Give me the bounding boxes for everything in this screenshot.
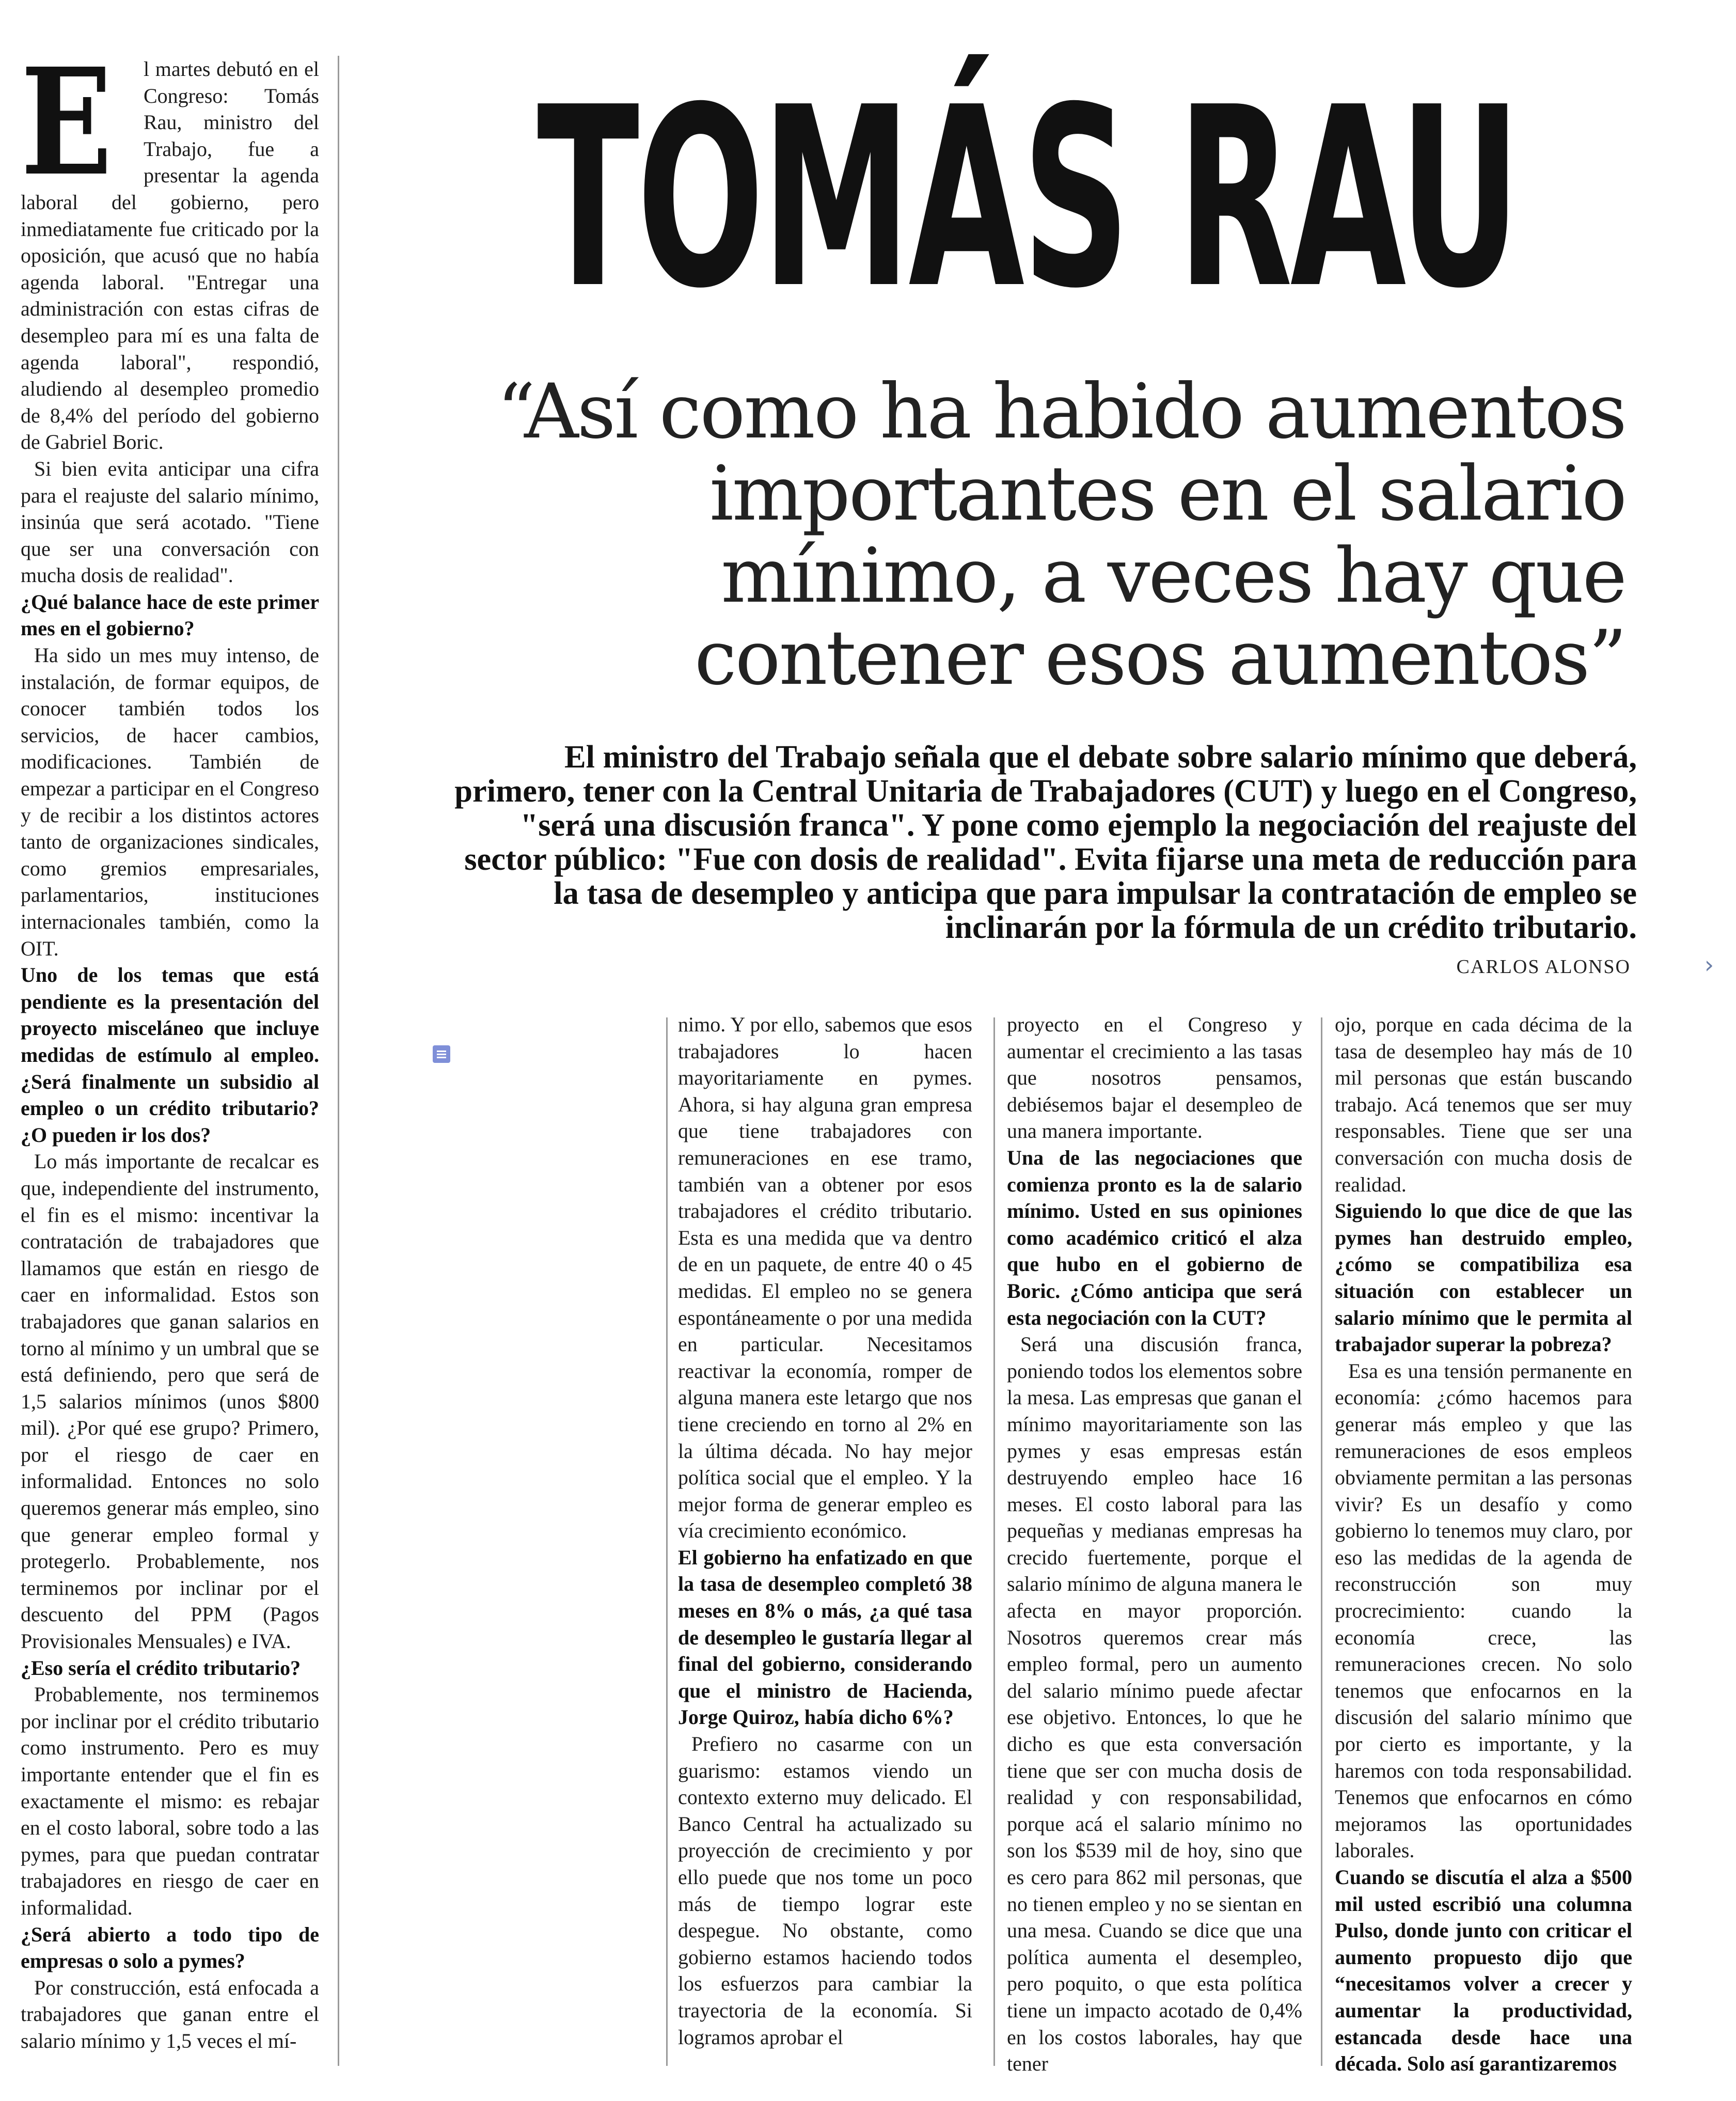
lead-paragraph: El ministro del Trabajo señala que el debate sobre salario mínimo que deberá, primero, tener con la Central Unitaria de Trabajadores (CUT) y luego en el Congreso, "será una discusión franca". Y pone como ejemplo la negociación del reajuste del sector público: "Fue con dosis de realidad". Evita fijarse una meta de reducción para la tasa de desempleo y anticipa que para impulsar la contratación de empleo se inclinarán por la fórmula de un crédito tributario.	[454, 739, 1637, 945]
paragraph: Lo más importante de recalcar es que, independiente del instrumento, el fin es el mismo: incentivar la contratación de trabajadores que llamamos que están en riesgo de caer en informalidad. Estos son trabajadores que ganan salarios en torno al mínimo y un umbral que se está definiendo, pero que será de 1,5 salarios mínimos (unos $800 mil). ¿Por qué ese grupo? Primero, por el riesgo de caer en informalidad. Entonces no solo queremos generar más empleo, sino que generar empleo formal y protegerlo. Probablemente, nos terminemos por inclinar por el descuento del PPM (Pagos Provisionales Mensuales) e IVA.	[21, 1150, 319, 1653]
column-3	[1007, 1011, 1303, 2076]
interview-question: Una de las negociaciones que comienza pronto es la de salario mínimo. Usted en sus opiniones como académico criticó el alza que hubo en el gobierno de Boric. ¿Cómo anticipa que será esta negociación con la CUT?	[1007, 1146, 1302, 1329]
interview-question: ¿Será abierto a todo tipo de empresas o solo a pymes?	[21, 1922, 319, 1973]
chevron-right-icon[interactable]: ›	[1704, 951, 1714, 979]
headline-quote: “Así como ha habido aumentos importantes en el salario mínimo, a veces hay que contener esos aumentos”	[497, 368, 1625, 702]
interview-question: Uno de los temas que está pendiente es la presentación del proyecto misceláneo que incluye medidas de estímulo al empleo. ¿Será finalmente un subsidio al empleo o un crédito tributario? ¿O pueden ir los dos?	[21, 963, 319, 1147]
column-rule	[993, 1017, 995, 2066]
column-rule	[666, 1017, 668, 2066]
paragraph: Será una discusión franca, poniendo todos los elementos sobre la mesa. Las empresas que ganan el mínimo mayoritariamente son las pymes y esas empresas están destruyendo empleo hace 16 meses. El costo laboral para las pequeñas y medianas empresas ha crecido fuertemente, porque el salario mínimo de alguna manera le afecta en mayor proporción. Nosotros queremos crear más empleo formal, pero un aumento del salario mínimo puede afectar ese objetivo. Entonces, lo que he dicho es que esta conversación tiene que ser con mucha dosis de realidad y con responsabilidad, porque acá el salario mínimo no son los $539 mil de hoy, sino que es cero para 862 mil personas, que no tienen empleo y no se sientan en una mesa. Cuando se dice que una política aumenta el desempleo, pero poquito, o que esta política tiene un impacto acotado de 0,4% en los costos laborales, hay que tener	[1007, 1332, 1303, 2076]
column-rule	[1321, 1017, 1322, 2066]
paragraph: Probablemente, nos terminemos por inclinar por el crédito tributario como instrumento. Pero es muy importante entender que el fin es exactamente el mismo: es rebajar en el costo laboral, sobre todo a las pymes, para que puedan contratar trabajadores en riesgo de caer en informalidad.	[21, 1683, 319, 1919]
drop-cap: E	[21, 36, 113, 208]
paragraph: nimo. Y por ello, sabemos que esos trabajadores lo hacen mayoritariamente en pymes. Ahora, si hay alguna gran empresa que tiene trabajadores con remuneraciones en ese tramo, también van a obtener por esos trabajadores el crédito tributario. Esta es una medida que va dentro de en un paquete, de entre 40 o 45 medidas. El empleo no se genera espontáneamente o por una medida en particular. Necesitamos reactivar la economía, romper de alguna manera este letargo que nos tiene creciendo en torno al 2% en la última década. No hay mejor política social que el empleo. Y la mejor forma de generar empleo es vía crecimiento económico.	[678, 1013, 972, 1543]
paragraph: Esa es una tensión permanente en economía: ¿cómo hacemos para generar más empleo y que las remuneraciones de esos empleos obviamente permitan a las personas vivir? Es un desafío y como gobierno lo tenemos muy claro, por eso las medidas de la agenda de reconstrucción son muy procrecimiento: cuando la economía crece, las remuneraciones crecen. No solo tenemos que enfocarnos en la discusión del salario mínimo que por cierto es importante, y la haremos con toda responsabilidad. Tenemos que enfocarnos en cómo mejoramos las oportunidades laborales.	[1335, 1359, 1632, 1862]
interview-question: ¿Eso sería el crédito tributario?	[21, 1656, 301, 1680]
paragraph: Por construcción, está enfocada a trabajadores que ganan entre el salario mínimo y 1,5 veces el mí-	[21, 1975, 319, 2052]
byline: CARLOS ALONSO	[1456, 956, 1631, 978]
paragraph: ojo, porque en cada décima de la tasa de desempleo hay más de 10 mil personas que están buscando trabajo. Acá tenemos que ser muy responsables. Tiene que ser una conversación con mucha dosis de realidad.	[1335, 1013, 1632, 1196]
paragraph: Ha sido un mes muy intenso, de instalación, de formar equipos, de conocer también todos los servicios, de hacer cambios, modificaciones. También de empezar a participar en el Congreso y de recibir a los distintos actores tanto de organizaciones sindicales, como gremios empresariales, parlamentarios, instituciones internacionales también, como la OIT.	[21, 644, 319, 960]
paragraph: Prefiero no casarme con un guarismo: estamos viendo un contexto externo muy delicado. El Banco Central ha actualizado su proyección de crecimiento y por ello puede que nos tome un poco más de tiempo lograr este despegue. No obstante, como gobierno estamos haciendo todos los esfuerzos para cambiar la trayectoria de la economía. Si logramos aprobar el	[678, 1732, 972, 2049]
column-2	[678, 1011, 972, 2061]
interview-question: Siguiendo lo que dice de que las pymes han destruido empleo, ¿cómo se compatibiliza esa situación con establecer un salario mínimo que le permita al trabajador superar la pobreza?	[1335, 1199, 1632, 1356]
interview-question: El gobierno ha enfatizado en que la tasa de desempleo completó 38 meses en 8% o más, ¿a qué tasa de desempleo le gustaría llegar al final del gobierno, considerando que el ministro de Hacienda, Jorge Quiroz, había dicho 6%?	[678, 1545, 972, 1729]
column-1	[21, 36, 319, 2062]
paragraph: proyecto en el Congreso y aumentar el crecimiento a las tasas que nosotros pensamos, debiésemos bajar el desempleo de una manera importante.	[1007, 1013, 1302, 1143]
paragraph: l martes debutó en el Congreso: Tomás Rau, ministro del Trabajo, fue a presentar la agenda laboral del gobierno, pero inmediatamente fue criticado por la oposición, que acusó que no había agenda laboral. "Entregar una administración con estas cifras de desempleo para mí es una falta de agenda laboral", respondió, aludiendo al desempleo promedio de 8,4% del período del gobierno de Gabriel Boric.	[21, 57, 319, 454]
note-icon[interactable]	[433, 1045, 450, 1063]
column-rule	[338, 56, 339, 2066]
interview-question: Cuando se discutía el alza a $500 mil usted escribió una columna Pulso, donde junto con criticar el aumento propuesto dijo que “necesitamos volver a crecer y aumentar la productividad, estancada desde hace una década. Solo así garantizaremos	[1335, 1865, 1632, 2076]
column-4	[1335, 1011, 1632, 2076]
headline-name: TOMÁS RAU	[537, 54, 1519, 343]
paragraph: Si bien evita anticipar una cifra para el reajuste del salario mínimo, insinúa que será acotado. "Tiene que ser una conversación con mucha dosis de realidad".	[21, 457, 319, 587]
interview-question: ¿Qué balance hace de este primer mes en el gobierno?	[21, 590, 319, 640]
